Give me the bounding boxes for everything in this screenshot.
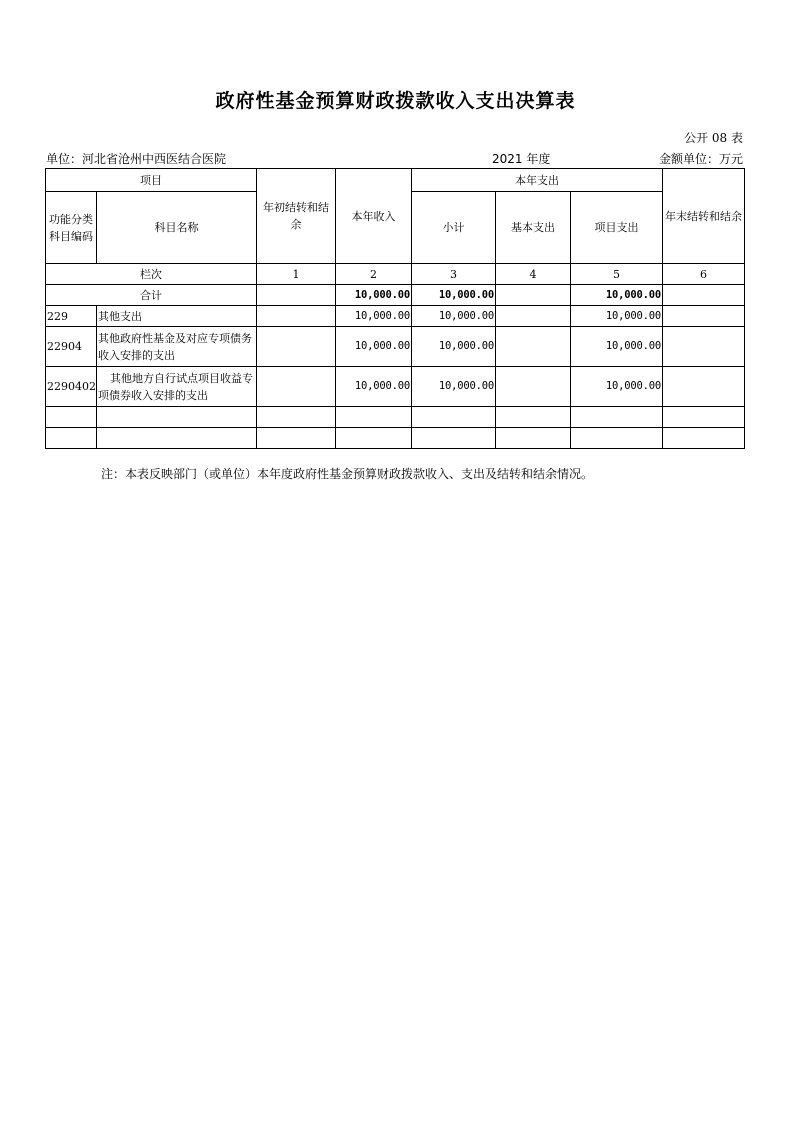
subject-name: 其他地方自行试点项目收益专项债券收入安排的支出 — [97, 367, 257, 407]
carry-begin — [257, 367, 336, 407]
income: 10,000.00 — [336, 327, 412, 367]
project-expense: 10,000.00 — [571, 306, 663, 327]
header-project-expense: 项目支出 — [571, 192, 663, 264]
empty-cell — [336, 428, 412, 449]
carry-end — [663, 327, 745, 367]
empty-cell — [412, 428, 496, 449]
col-num: 2 — [336, 264, 412, 285]
carry-end — [663, 367, 745, 407]
carry-begin — [257, 306, 336, 327]
total-carry-end — [663, 285, 745, 306]
header-item: 项目 — [46, 169, 257, 192]
empty-cell — [46, 428, 97, 449]
col-num: 6 — [663, 264, 745, 285]
income: 10,000.00 — [336, 367, 412, 407]
table-row — [46, 327, 745, 367]
col-num: 4 — [496, 264, 571, 285]
header-income: 本年收入 — [336, 169, 412, 264]
subtotal: 10,000.00 — [412, 306, 496, 327]
empty-cell — [663, 407, 745, 428]
col-num: 5 — [571, 264, 663, 285]
empty-row — [46, 428, 745, 449]
col-num: 3 — [412, 264, 496, 285]
column-number-row — [46, 264, 745, 285]
empty-cell — [412, 407, 496, 428]
empty-cell — [571, 407, 663, 428]
total-subtotal: 10,000.00 — [412, 285, 496, 306]
subtotal: 10,000.00 — [412, 367, 496, 407]
func-code: 2290402 — [46, 367, 97, 407]
empty-cell — [257, 428, 336, 449]
fiscal-year-value: 2021 — [492, 152, 523, 166]
project-expense: 10,000.00 — [571, 327, 663, 367]
header-carry-end: 年末结转和结余 — [663, 169, 745, 264]
table-row — [46, 306, 745, 327]
col-num: 1 — [257, 264, 336, 285]
header-subtotal: 小计 — [412, 192, 496, 264]
total-project: 10,000.00 — [571, 285, 663, 306]
footnote: 注：本表反映部门（或单位）本年度政府性基金预算财政拨款收入、支出及结转和结余情况。 — [101, 467, 594, 481]
total-label: 合计 — [46, 285, 257, 306]
income: 10,000.00 — [336, 306, 412, 327]
total-row — [46, 285, 745, 306]
subject-name: 其他政府性基金及对应专项债务收入安排的支出 — [97, 327, 257, 367]
col-row-label: 栏次 — [46, 264, 257, 285]
empty-cell — [97, 407, 257, 428]
header-func-code: 功能分类科目编码 — [46, 192, 97, 264]
header-carry-begin: 年初结转和结余 — [257, 169, 336, 264]
amount-unit: 金额单位：万元 — [658, 152, 743, 166]
subtotal: 10,000.00 — [412, 327, 496, 367]
table-row — [46, 367, 745, 407]
carry-end — [663, 306, 745, 327]
basic-expense — [496, 327, 571, 367]
empty-cell — [571, 428, 663, 449]
empty-cell — [336, 407, 412, 428]
empty-cell — [257, 407, 336, 428]
fiscal-year — [492, 150, 550, 167]
empty-cell — [97, 428, 257, 449]
empty-cell — [496, 428, 571, 449]
total-carry-begin — [257, 285, 336, 306]
basic-expense — [496, 367, 571, 407]
empty-cell — [496, 407, 571, 428]
project-expense: 10,000.00 — [571, 367, 663, 407]
func-code: 229 — [46, 306, 97, 327]
total-basic — [496, 285, 571, 306]
empty-row — [46, 407, 745, 428]
basic-expense — [496, 306, 571, 327]
page-title: 政府性基金预算财政拨款收入支出决算表 — [215, 90, 576, 112]
header-basic-expense: 基本支出 — [496, 192, 571, 264]
func-code: 22904 — [46, 327, 97, 367]
unit-label: 单位：河北省沧州中西医结合医院 — [46, 152, 227, 166]
form-number: 公开 08 表 — [684, 131, 743, 145]
fiscal-year-suffix: 年度 — [522, 152, 551, 166]
empty-cell — [46, 407, 97, 428]
subject-name: 其他支出 — [97, 306, 257, 327]
empty-cell — [663, 428, 745, 449]
header-subject-name: 科目名称 — [97, 192, 257, 264]
header-expense: 本年支出 — [412, 169, 663, 192]
total-income: 10,000.00 — [336, 285, 412, 306]
budget-table — [45, 168, 745, 449]
carry-begin — [257, 327, 336, 367]
